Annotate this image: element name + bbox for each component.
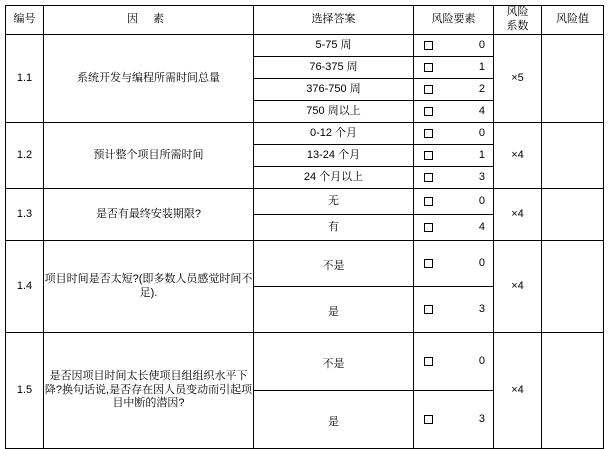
option-label-1-2-2: 13-24 个月: [254, 145, 414, 167]
row-value-1-5[interactable]: [542, 333, 604, 449]
option-element-1-5-2: [414, 391, 494, 449]
option-label-1-3-1: 无: [254, 189, 414, 215]
option-score-1-2-1: 0: [478, 126, 485, 139]
header-risk-element: 风险要素: [414, 6, 494, 35]
table-row: [6, 189, 604, 215]
header-no: 编号: [6, 6, 44, 35]
row-value-1-4[interactable]: [542, 241, 604, 333]
option-score-1-1-3: 2: [478, 82, 485, 95]
option-label-1-1-4: 750 周以上: [254, 101, 414, 123]
checkbox-icon[interactable]: [424, 415, 433, 424]
checkbox-icon[interactable]: [424, 197, 433, 206]
option-element-1-2-3: [414, 167, 494, 189]
option-score-1-4-2: 3: [478, 302, 485, 315]
option-element-1-3-1: [414, 189, 494, 215]
row-no-1-3: 1.3: [6, 189, 44, 241]
option-label-1-1-2: 76-375 周: [254, 57, 414, 79]
option-label-1-2-1: 0-12 个月: [254, 123, 414, 145]
option-element-1-4-2: [414, 287, 494, 333]
option-score-1-3-2: 4: [478, 220, 485, 233]
option-label-1-4-2: 是: [254, 287, 414, 333]
header-risk-value: 风险值: [542, 6, 604, 35]
row-value-1-3[interactable]: [542, 189, 604, 241]
checkbox-icon[interactable]: [424, 357, 433, 366]
row-coefficient-1-4: ×4: [494, 241, 542, 333]
checkbox-icon[interactable]: [424, 151, 433, 160]
header-factor: 因 素: [44, 6, 254, 35]
checkbox-icon[interactable]: [424, 41, 433, 50]
option-element-1-1-3: [414, 79, 494, 101]
row-factor-1-2: 预计整个项目所需时间: [44, 123, 254, 189]
header-risk-coefficient-line2: 系数: [506, 20, 529, 32]
option-label-1-5-2: 是: [254, 391, 414, 449]
option-score-1-5-1: 0: [478, 354, 485, 367]
option-score-1-1-4: 4: [478, 104, 485, 117]
row-factor-1-5: 是否因项目时间太长使项目组组织水平下降?换句话说,是否存在因人员变动而引起项目中断的潜因?: [44, 333, 254, 449]
checkbox-icon[interactable]: [424, 259, 433, 268]
option-element-1-4-1: [414, 241, 494, 287]
option-score-1-3-1: 0: [478, 194, 485, 207]
option-label-1-1-3: 376-750 周: [254, 79, 414, 101]
option-element-1-2-1: [414, 123, 494, 145]
option-label-1-1-1: 5-75 周: [254, 35, 414, 57]
row-factor-1-3: 是否有最终安装期限?: [44, 189, 254, 241]
checkbox-icon[interactable]: [424, 129, 433, 138]
option-label-1-2-3: 24 个月以上: [254, 167, 414, 189]
row-coefficient-1-3: ×4: [494, 189, 542, 241]
table-row: [6, 241, 604, 287]
row-coefficient-1-5: ×4: [494, 333, 542, 449]
checkbox-icon[interactable]: [424, 223, 433, 232]
row-coefficient-1-2: ×4: [494, 123, 542, 189]
table-header-row: [6, 6, 604, 35]
option-element-1-2-2: [414, 145, 494, 167]
checkbox-icon[interactable]: [424, 305, 433, 314]
checkbox-icon[interactable]: [424, 107, 433, 116]
row-factor-1-4: 项目时间是否太短?(即多数人员感觉时间不足).: [44, 241, 254, 333]
table-row: [6, 333, 604, 391]
header-answer: 选择答案: [254, 6, 414, 35]
risk-assessment-sheet: [0, 5, 609, 442]
row-no-1-4: 1.4: [6, 241, 44, 333]
row-no-1-2: 1.2: [6, 123, 44, 189]
table-row: [6, 35, 604, 57]
header-risk-coefficient-line1: 风险: [506, 6, 529, 19]
checkbox-icon[interactable]: [424, 173, 433, 182]
option-label-1-3-2: 有: [254, 215, 414, 241]
risk-table: [5, 5, 604, 449]
row-coefficient-1-1: ×5: [494, 35, 542, 123]
checkbox-icon[interactable]: [424, 63, 433, 72]
option-element-1-1-2: [414, 57, 494, 79]
row-no-1-1: 1.1: [6, 35, 44, 123]
option-score-1-2-3: 3: [478, 170, 485, 183]
row-factor-1-1: 系统开发与编程所需时间总量: [44, 35, 254, 123]
option-element-1-1-4: [414, 101, 494, 123]
option-score-1-4-1: 0: [478, 256, 485, 269]
row-no-1-5: 1.5: [6, 333, 44, 449]
option-element-1-1-1: [414, 35, 494, 57]
option-element-1-3-2: [414, 215, 494, 241]
row-value-1-1[interactable]: [542, 35, 604, 123]
header-risk-coefficient: [494, 6, 542, 35]
option-label-1-4-1: 不是: [254, 241, 414, 287]
row-value-1-2[interactable]: [542, 123, 604, 189]
option-element-1-5-1: [414, 333, 494, 391]
option-score-1-1-1: 0: [478, 38, 485, 51]
option-label-1-5-1: 不是: [254, 333, 414, 391]
option-score-1-2-2: 1: [478, 148, 485, 161]
option-score-1-1-2: 1: [478, 60, 485, 73]
option-score-1-5-2: 3: [478, 412, 485, 425]
table-row: [6, 123, 604, 145]
checkbox-icon[interactable]: [424, 85, 433, 94]
